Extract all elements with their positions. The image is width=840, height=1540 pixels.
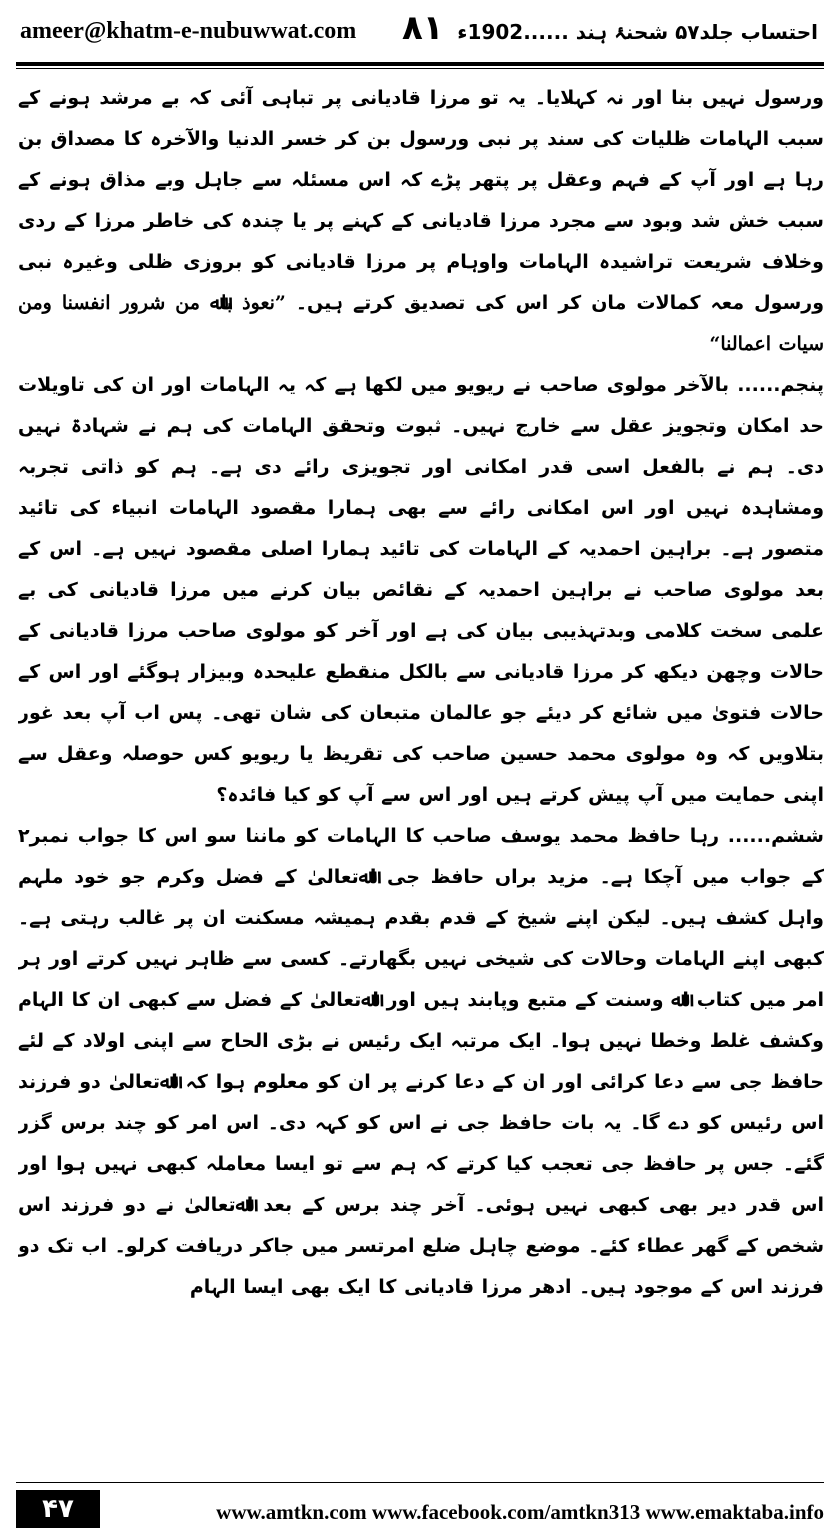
- page-body: [18, 78, 824, 1456]
- paragraph-3: [18, 816, 824, 1308]
- page-header: [0, 0, 840, 62]
- header-email: ameer@khatm-e-nubuwwat.com: [20, 18, 357, 44]
- paragraph-1-text: ورسول نہیں بنا اور نہ کہلایا۔ یہ تو مرزا قادیانی پر تباہی آئی کہ بے مرشد ہونے کے سبب الہامات ظلیات کی سند پر نبی ورسول بن کر خسر الدنیا والآخرہ کا مصداق بن رہا ہے اور آپ کے فہم وعقل پر پتھر پڑے کہ اس مسئلہ سے جاہل وبے مذاق ہونے کے سبب خش شد وبود سے مجرد مرزا قادیانی کے کہنے پر یا چندہ کی خاطر مرزا کے ردی وخلاف شریعت تراشیدہ الہامات واوہام پر مرزا قادیانی کو بروزی ظلی وغیرہ نبی ورسول معہ کمالات مان کر اس کی تصدیق کرتے ہیں۔: [18, 87, 824, 314]
- paragraph-2: [18, 365, 824, 816]
- header-rule-thin: [16, 68, 824, 69]
- paragraph-3-text: رہا حافظ محمد یوسف صاحب کا الہامات کو ماننا سو اس کا جواب نمبر۲ کے جواب میں آچکا ہے۔ مزید براں حافظ جی اﷲتعالیٰ کے فضل وکرم جو خود ملہم واہل کشف ہیں۔ لیکن اپنے شیخ کے قدم بقدم ہمیشہ مسکنت ان پر غالب رہتی ہے۔ کبھی اپنے الہامات وحالات کی شیخی نہیں بگھارتے۔ کسی سے ظاہر نہیں کرتے اور ہر امر میں کتاب اﷲ وسنت کے متبع وپابند ہیں اور اﷲتعالیٰ کے فضل سے کبھی ان کا الہام وکشف غلط وخطا نہیں ہوا۔ ایک مرتبہ ایک رئیس نے بڑی الحاح سے اپنی اولاد کے لئے حافظ جی سے دعا کرائی اور ان کے دعا کرنے پر ان کو معلوم ہوا کہ اﷲتعالیٰ دو فرزند اس رئیس کو دے گا۔ یہ بات حافظ جی نے اس کو کہہ دی۔ اس امر کو چند برس گزر گئے۔ جس پر حافظ جی تعجب کیا کرتے کہ ہم سے تو ایسا معاملہ کبھی نہیں ہوا اور اس قدر دیر بھی کبھی نہیں ہوئی۔ آخر چند برس کے بعد اﷲتعالیٰ نے دو فرزند اس شخص کے گھر عطاء کئے۔ موضع چاہل ضلع امرتسر میں جاکر دریافت کرلو۔ اب تک دو فرزند اس کے موجود ہیں۔ ادھر مرزا قادیانی کا ایک بھی ایسا الہام: [18, 825, 824, 1298]
- footer-rule: [16, 1482, 824, 1483]
- paragraph-1: [18, 78, 824, 365]
- footer-links: www.amtkn.com www.facebook.com/amtkn313 www.emaktaba.info: [216, 1500, 824, 1524]
- paragraph-2-text: بالآخر مولوی صاحب نے ریویو میں لکھا ہے کہ یہ الہامات اور ان کی تاویلات حد امکان وتجویز عقل سے خارج نہیں۔ ثبوت وتحقق الہامات کی ہم نے شہادۃ نہیں دی۔ ہم نے بالفعل اسی قدر امکانی اور تجویزی رائے دی ہے۔ ہم کو ذاتی تجربہ ومشاہدہ نہیں اور اس امکانی رائے سے بھی ہمارا مقصود الہامات انبیاء کی تائید متصور ہے۔ براہین احمدیہ کے الہامات کی تائید ہمارا اصلی مقصود نہیں ہے۔ اس کے بعد مولوی صاحب نے براہین احمدیہ کے نقائص بیان کرنے میں مرزا قادیانی کی بے علمی سخت کلامی وبدتہذیبی بیان کی ہے اور آخر کو مولوی صاحب مرزا قادیانی کے حالات وچھن دیکھ کر مرزا قادیانی سے بالکل منقطع علیحدہ وبیزار ہوگئے اور اس کے حالات فتویٰ میں شائع کر دیئے جو عالمان متبعان کی شان تھی۔ پس اب آپ بعد غور بتلاویں کہ وہ مولوی محمد حسین صاحب کی تقریظ یا ریویو کس حوصلہ وعقل سے اپنی حمایت میں آپ پیش کرتے ہیں اور اس سے آپ کو کیا فائدہ؟: [18, 374, 824, 806]
- header-rule-thick: [16, 62, 824, 66]
- paragraph-2-label: پنجم......: [737, 374, 824, 396]
- footer-page-badge: ۴۷: [16, 1490, 100, 1528]
- paragraph-3-label: ششم......: [727, 825, 824, 847]
- header-page-number: ۸۱: [402, 8, 444, 48]
- paragraph-1-arabic-quote: ”نعوذ باﷲ من شرور انفسنا ومن سیات اعمالنا“: [18, 292, 824, 355]
- header-running-title: احتساب جلد۵۷ شحنۂ ہند ......1902ء: [457, 20, 818, 44]
